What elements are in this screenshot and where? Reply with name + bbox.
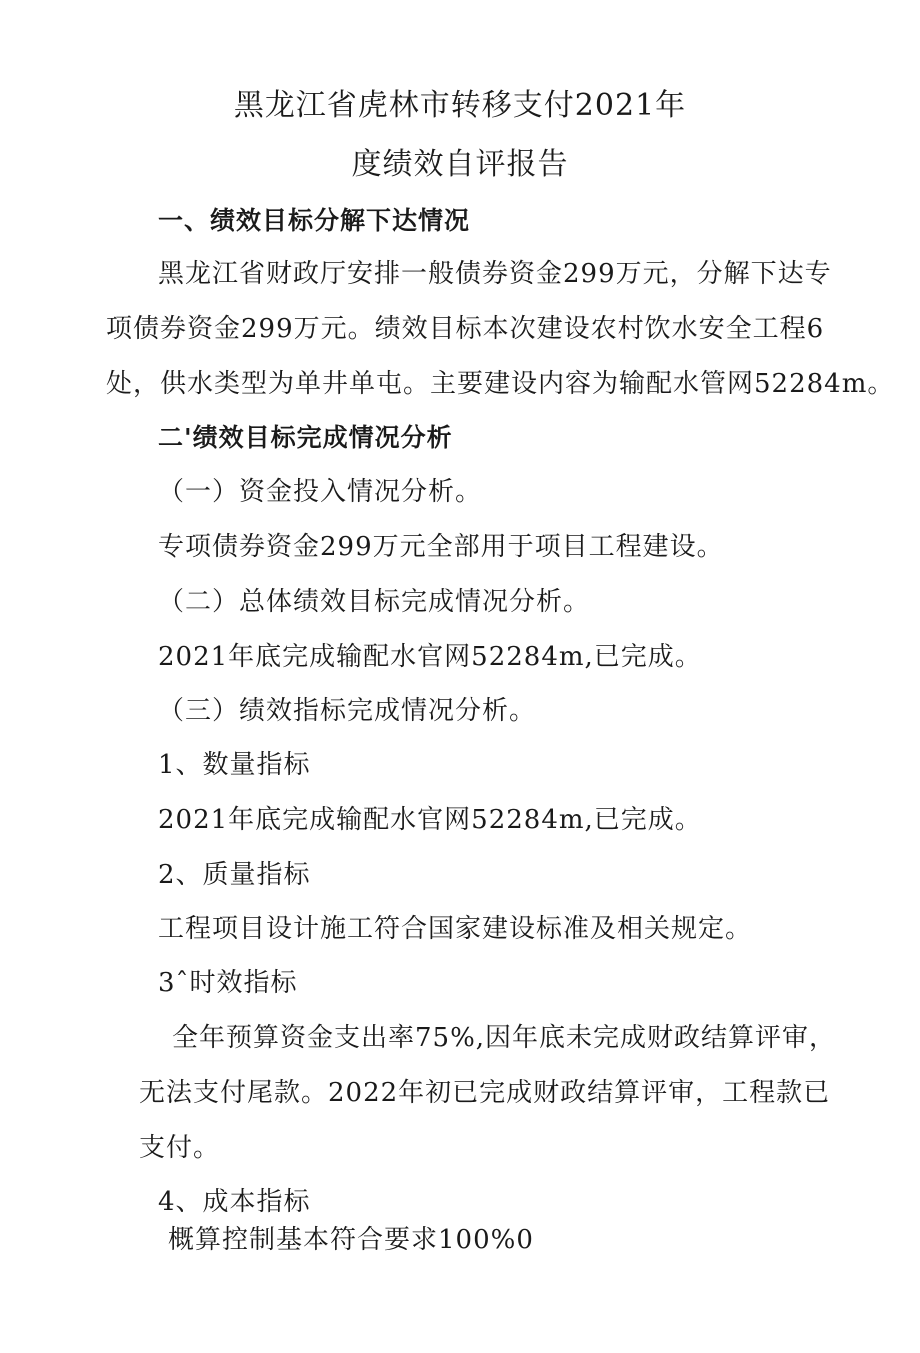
section-1-paragraph-line: 项债券资金299万元。绩效目标本次建设农村饮水安全工程6 xyxy=(106,314,825,344)
section-1-paragraph-line: 黑龙江省财政厅安排一般债券资金299万元，分解下达专 xyxy=(158,259,832,289)
subsection-1-heading: （一）资金投入情况分析。 xyxy=(158,477,483,507)
subsection-3-heading: （三）绩效指标完成情况分析。 xyxy=(158,696,537,726)
document-title-line-2: 度绩效自评报告 xyxy=(351,147,569,182)
subsection-1-text: 专项债券资金299万元全部用于项目工程建设。 xyxy=(158,532,724,562)
section-1-paragraph-line: 处，供水类型为单井单屯。主要建设内容为输配水管网52284m。 xyxy=(106,369,895,399)
document-title-line-1: 黑龙江省虎林市转移支付2021年 xyxy=(233,88,687,123)
section-2-heading: 二'绩效目标完成情况分析 xyxy=(158,423,453,452)
subsection-2-heading: （二）总体绩效目标完成情况分析。 xyxy=(158,587,591,617)
section-1-heading: 一、绩效目标分解下达情况 xyxy=(158,206,471,235)
indicator-3-heading: 3ˆ时效指标 xyxy=(158,968,298,998)
indicator-1-heading: 1、数量指标 xyxy=(158,750,311,780)
indicator-4-text: 概算控制基本符合要求100%0 xyxy=(168,1225,534,1255)
indicator-2-heading: 2、质量指标 xyxy=(158,860,311,890)
indicator-2-text: 工程项目设计施工符合国家建设标准及相关规定。 xyxy=(158,914,753,944)
subsection-2-text: 2021年底完成输配水官网52284m,已完成。 xyxy=(158,642,702,672)
indicator-1-text: 2021年底完成输配水官网52284m,已完成。 xyxy=(158,805,702,835)
indicator-3-paragraph-line: 无法支付尾款。2022年初已完成财政结算评审，工程款已 xyxy=(139,1078,831,1108)
indicator-3-paragraph-line: 全年预算资金支出率75%,因年底未完成财政结算评审， xyxy=(172,1023,837,1053)
indicator-3-paragraph-line: 支付。 xyxy=(139,1133,221,1163)
indicator-4-heading: 4、成本指标 xyxy=(158,1187,311,1217)
